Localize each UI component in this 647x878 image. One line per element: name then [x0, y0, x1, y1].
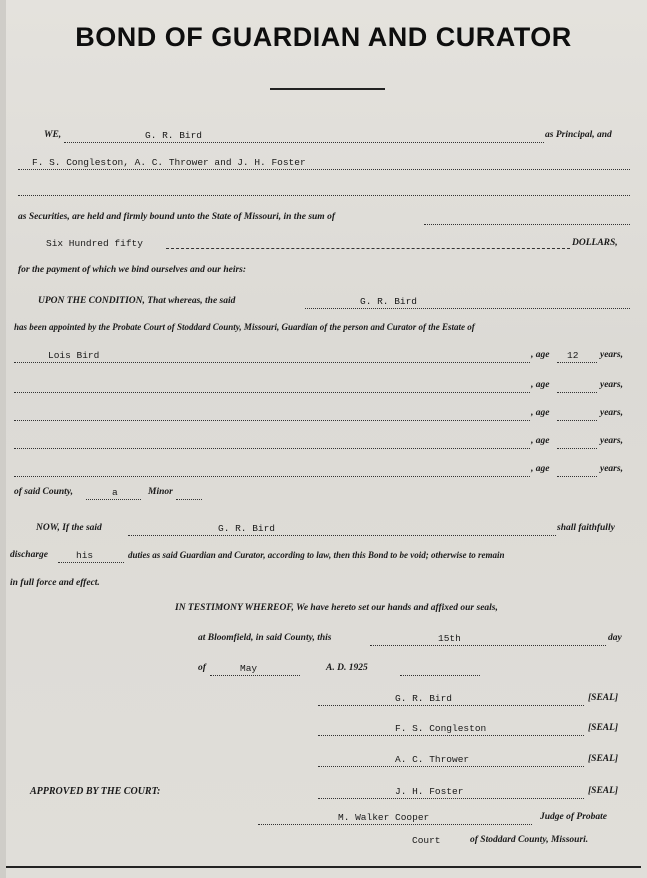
signature-name: F. S. Congleston	[395, 723, 487, 734]
age-line	[557, 420, 597, 421]
years-label: years,	[600, 408, 623, 418]
month-line	[210, 675, 300, 676]
judge-line	[258, 824, 532, 825]
day-label: day	[608, 633, 622, 643]
we-label: WE,	[44, 130, 62, 140]
securities-text: as Securities, are held and firmly bound unto the State of Missouri, in the sum of	[18, 212, 335, 222]
signature-row-3	[0, 754, 647, 774]
signature-name: G. R. Bird	[395, 693, 453, 704]
sum-row	[0, 238, 647, 258]
securities-names: F. S. Congleston, A. C. Thrower and J. H. Foster	[32, 157, 306, 168]
county-count-line	[86, 499, 141, 500]
condition-row	[0, 296, 647, 316]
seal-label: [SEAL]	[588, 723, 619, 733]
signature-line	[318, 798, 584, 799]
bloomfield-text: at Bloomfield, in said County, this	[198, 633, 332, 643]
minor-name: Lois Bird	[48, 350, 100, 361]
now-line	[128, 535, 556, 536]
appointed-row	[0, 322, 647, 342]
minor-tail-line	[176, 499, 202, 500]
signature-row-4	[0, 786, 647, 806]
minor-row-1	[0, 350, 647, 370]
discharge-label: discharge	[10, 550, 48, 560]
title-underline	[270, 88, 385, 90]
county-text: of said County,	[14, 487, 74, 497]
minor-row-2	[0, 380, 647, 400]
years-label: years,	[600, 380, 623, 390]
minor-name-line	[14, 392, 530, 393]
county-row	[0, 487, 647, 507]
signature-name: J. H. Foster	[395, 786, 464, 797]
minor-name-line	[14, 448, 530, 449]
minor-name-line	[14, 362, 530, 363]
age-line	[557, 362, 597, 363]
day-line	[370, 645, 606, 646]
minor-name-line	[14, 420, 530, 421]
minor-name-line	[14, 476, 530, 477]
judge-title: Judge of Probate	[540, 812, 608, 822]
age-label: , age	[531, 350, 550, 360]
age-label: , age	[531, 408, 550, 418]
now-name: G. R. Bird	[218, 523, 276, 534]
signature-line	[318, 766, 584, 767]
testimony-text: IN TESTIMONY WHEREOF, We have hereto set our hands and affixed our seals,	[175, 603, 498, 613]
dollars-label: DOLLARS,	[572, 238, 618, 248]
discharge-row	[0, 550, 647, 570]
years-label: years,	[600, 464, 623, 474]
signature-row-1	[0, 693, 647, 713]
seal-label: [SEAL]	[588, 754, 619, 764]
signature-line	[318, 735, 584, 736]
date-row	[0, 663, 647, 683]
judge-row	[0, 812, 647, 832]
signature-name: A. C. Thrower	[395, 754, 470, 765]
age-label: , age	[531, 436, 550, 446]
full-force-text: in full force and effect.	[10, 578, 100, 588]
minor-word: Minor	[148, 487, 173, 497]
sum-line	[424, 224, 630, 225]
minor-row-4	[0, 436, 647, 456]
county-court-text: of Stoddard County, Missouri.	[470, 835, 589, 845]
judge-name: M. Walker Cooper	[338, 812, 430, 823]
signature-row-2	[0, 723, 647, 743]
full-force-row	[0, 578, 647, 598]
sum-written: Six Hundred fifty	[46, 238, 143, 249]
condition-line	[305, 308, 630, 309]
age-label: , age	[531, 380, 550, 390]
month-value: May	[240, 663, 258, 674]
years-label: years,	[600, 436, 623, 446]
pronoun: his	[76, 550, 94, 561]
minor-row-3	[0, 408, 647, 428]
condition-text: UPON THE CONDITION, That whereas, the said	[38, 296, 236, 306]
age-line	[557, 476, 597, 477]
seal-label: [SEAL]	[588, 693, 619, 703]
bloomfield-row	[0, 633, 647, 653]
court-row	[0, 835, 647, 855]
county-count: a	[112, 487, 118, 498]
testimony-row	[0, 603, 647, 623]
payment-text: for the payment of which we bind ourselves and our heirs:	[18, 265, 247, 275]
faithfully-label: shall faithfully	[557, 523, 615, 533]
document-title: BOND OF GUARDIAN AND CURATOR	[75, 22, 572, 52]
signature-line	[318, 705, 584, 706]
duties-text: duties as said Guardian and Curator, according to law, then this Bond to be void; otherwise to remain	[128, 550, 505, 560]
approved-text: APPROVED BY THE COURT:	[30, 786, 161, 797]
age-line	[557, 448, 597, 449]
age-line	[557, 392, 597, 393]
securities-names-row	[0, 157, 647, 177]
principal-name: G. R. Bird	[145, 130, 203, 141]
bottom-rule	[6, 866, 641, 868]
as-principal-label: as Principal, and	[545, 130, 612, 140]
minor-row-5	[0, 464, 647, 484]
ad-year: A. D. 1925	[326, 663, 368, 673]
of-label: of	[198, 663, 206, 673]
now-row	[0, 523, 647, 543]
year-tail-line	[400, 675, 480, 676]
day-value: 15th	[438, 633, 461, 644]
now-text: NOW, If the said	[36, 523, 102, 533]
minor-age: 12	[567, 350, 579, 361]
condition-name: G. R. Bird	[360, 296, 418, 307]
sum-dash-line	[166, 248, 570, 249]
blank-line	[18, 195, 630, 196]
principal-line	[64, 142, 544, 143]
securities-line	[18, 169, 630, 170]
years-label: years,	[600, 350, 623, 360]
appointed-text: has been appointed by the Probate Court of Stoddard County, Missouri, Guardian of the person and Curator of the Estate of	[14, 322, 475, 332]
securities-text-row	[0, 212, 647, 232]
pronoun-line	[58, 562, 124, 563]
payment-row	[0, 265, 647, 285]
court-word: Court	[412, 835, 441, 846]
seal-label: [SEAL]	[588, 786, 619, 796]
blank-row-1	[0, 183, 647, 203]
principal-row	[0, 130, 647, 150]
age-label: , age	[531, 464, 550, 474]
